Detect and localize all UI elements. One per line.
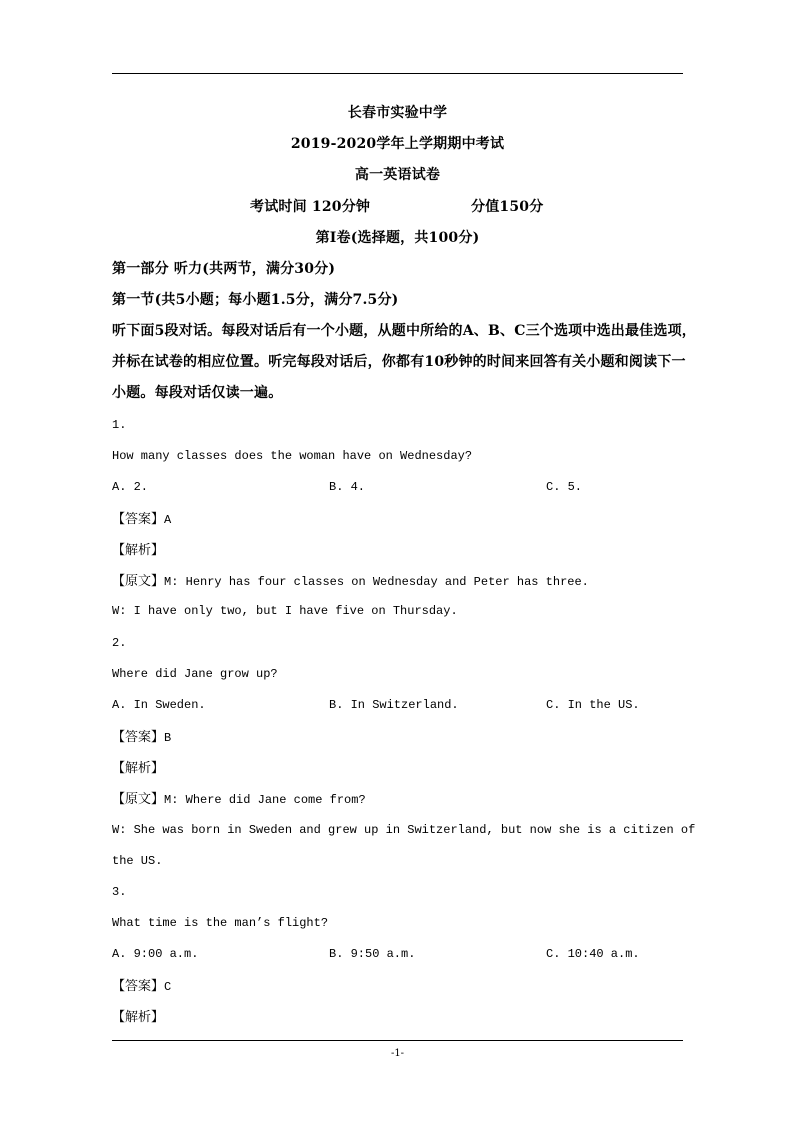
part-heading: 第一部分 听力(共两节，满分30分) [112,261,336,277]
answer-line [112,508,171,530]
transcript-text: W: I have only two, but I have five on Thursday. [112,604,458,618]
question-number: 2. [112,636,127,650]
answer-tag: 【答案】 [112,512,165,527]
option-c: C. In the US. [546,698,640,712]
answer-line [112,975,171,997]
instructions-line: 听下面5段对话。每段对话后有一个小题，从题中所给的A、B、C三个选项中选出最佳选项， [112,323,696,339]
exam-title: 2019-2020学年上学期期中考试 [290,136,505,152]
footer-rule [112,1040,683,1041]
answer-tag: 【答案】 [112,730,165,745]
transcript-text: M: Where did Jane come from? [164,793,366,807]
transcript-text: W: She was born in Sweden and grew up in Switzerland, but now she is a citizen of [112,823,696,837]
question-text: What time is the man’s flight? [112,916,329,930]
header-rule [112,73,683,74]
transcript-tag: 【原文】 [112,574,165,589]
transcript-text: M: Henry has four classes on Wednesday and Peter has three. [164,575,589,589]
transcript-line [112,788,366,810]
question-number: 3. [112,885,127,899]
analysis-line [112,757,164,779]
exam-time: 考试时间 120分钟 [250,199,371,215]
option-b: B. 9:50 a.m. [329,947,416,961]
analysis-tag: 【解析】 [112,761,165,776]
volume-title: 第Ⅰ卷(选择题，共100分) [315,230,480,246]
transcript-text: the US. [112,854,163,868]
answer-value: C [164,980,172,994]
analysis-line [112,539,164,561]
question-number: 1. [112,418,127,432]
analysis-line [112,1006,164,1028]
option-a: A. 2. [112,480,149,494]
instructions-line: 小题。每段对话仅读一遍。 [112,385,283,401]
school-name: 长春市实验中学 [347,105,448,121]
transcript-line [112,570,589,592]
answer-tag: 【答案】 [112,979,165,994]
option-c: C. 5. [546,480,583,494]
answer-line [112,726,171,748]
analysis-tag: 【解析】 [112,543,165,558]
option-b: B. In Switzerland. [329,698,459,712]
question-text: How many classes does the woman have on Wednesday? [112,449,473,463]
answer-value: A [164,513,172,527]
total-score: 分值150分 [471,199,544,215]
option-a: A. 9:00 a.m. [112,947,199,961]
option-c: C. 10:40 a.m. [546,947,640,961]
answer-value: B [164,731,172,745]
question-text: Where did Jane grow up? [112,667,278,681]
subject-title: 高一英语试卷 [354,167,441,183]
page-number: -1- [390,1048,405,1059]
instructions-line: 并标在试卷的相应位置。听完每段对话后，你都有10秒钟的时间来回答有关小题和阅读下一 [112,354,686,370]
transcript-tag: 【原文】 [112,792,165,807]
option-a: A. In Sweden. [112,698,206,712]
option-b: B. 4. [329,480,366,494]
section-heading: 第一节(共5小题；每小题1.5分，满分7.5分) [112,292,399,308]
analysis-tag: 【解析】 [112,1010,165,1025]
